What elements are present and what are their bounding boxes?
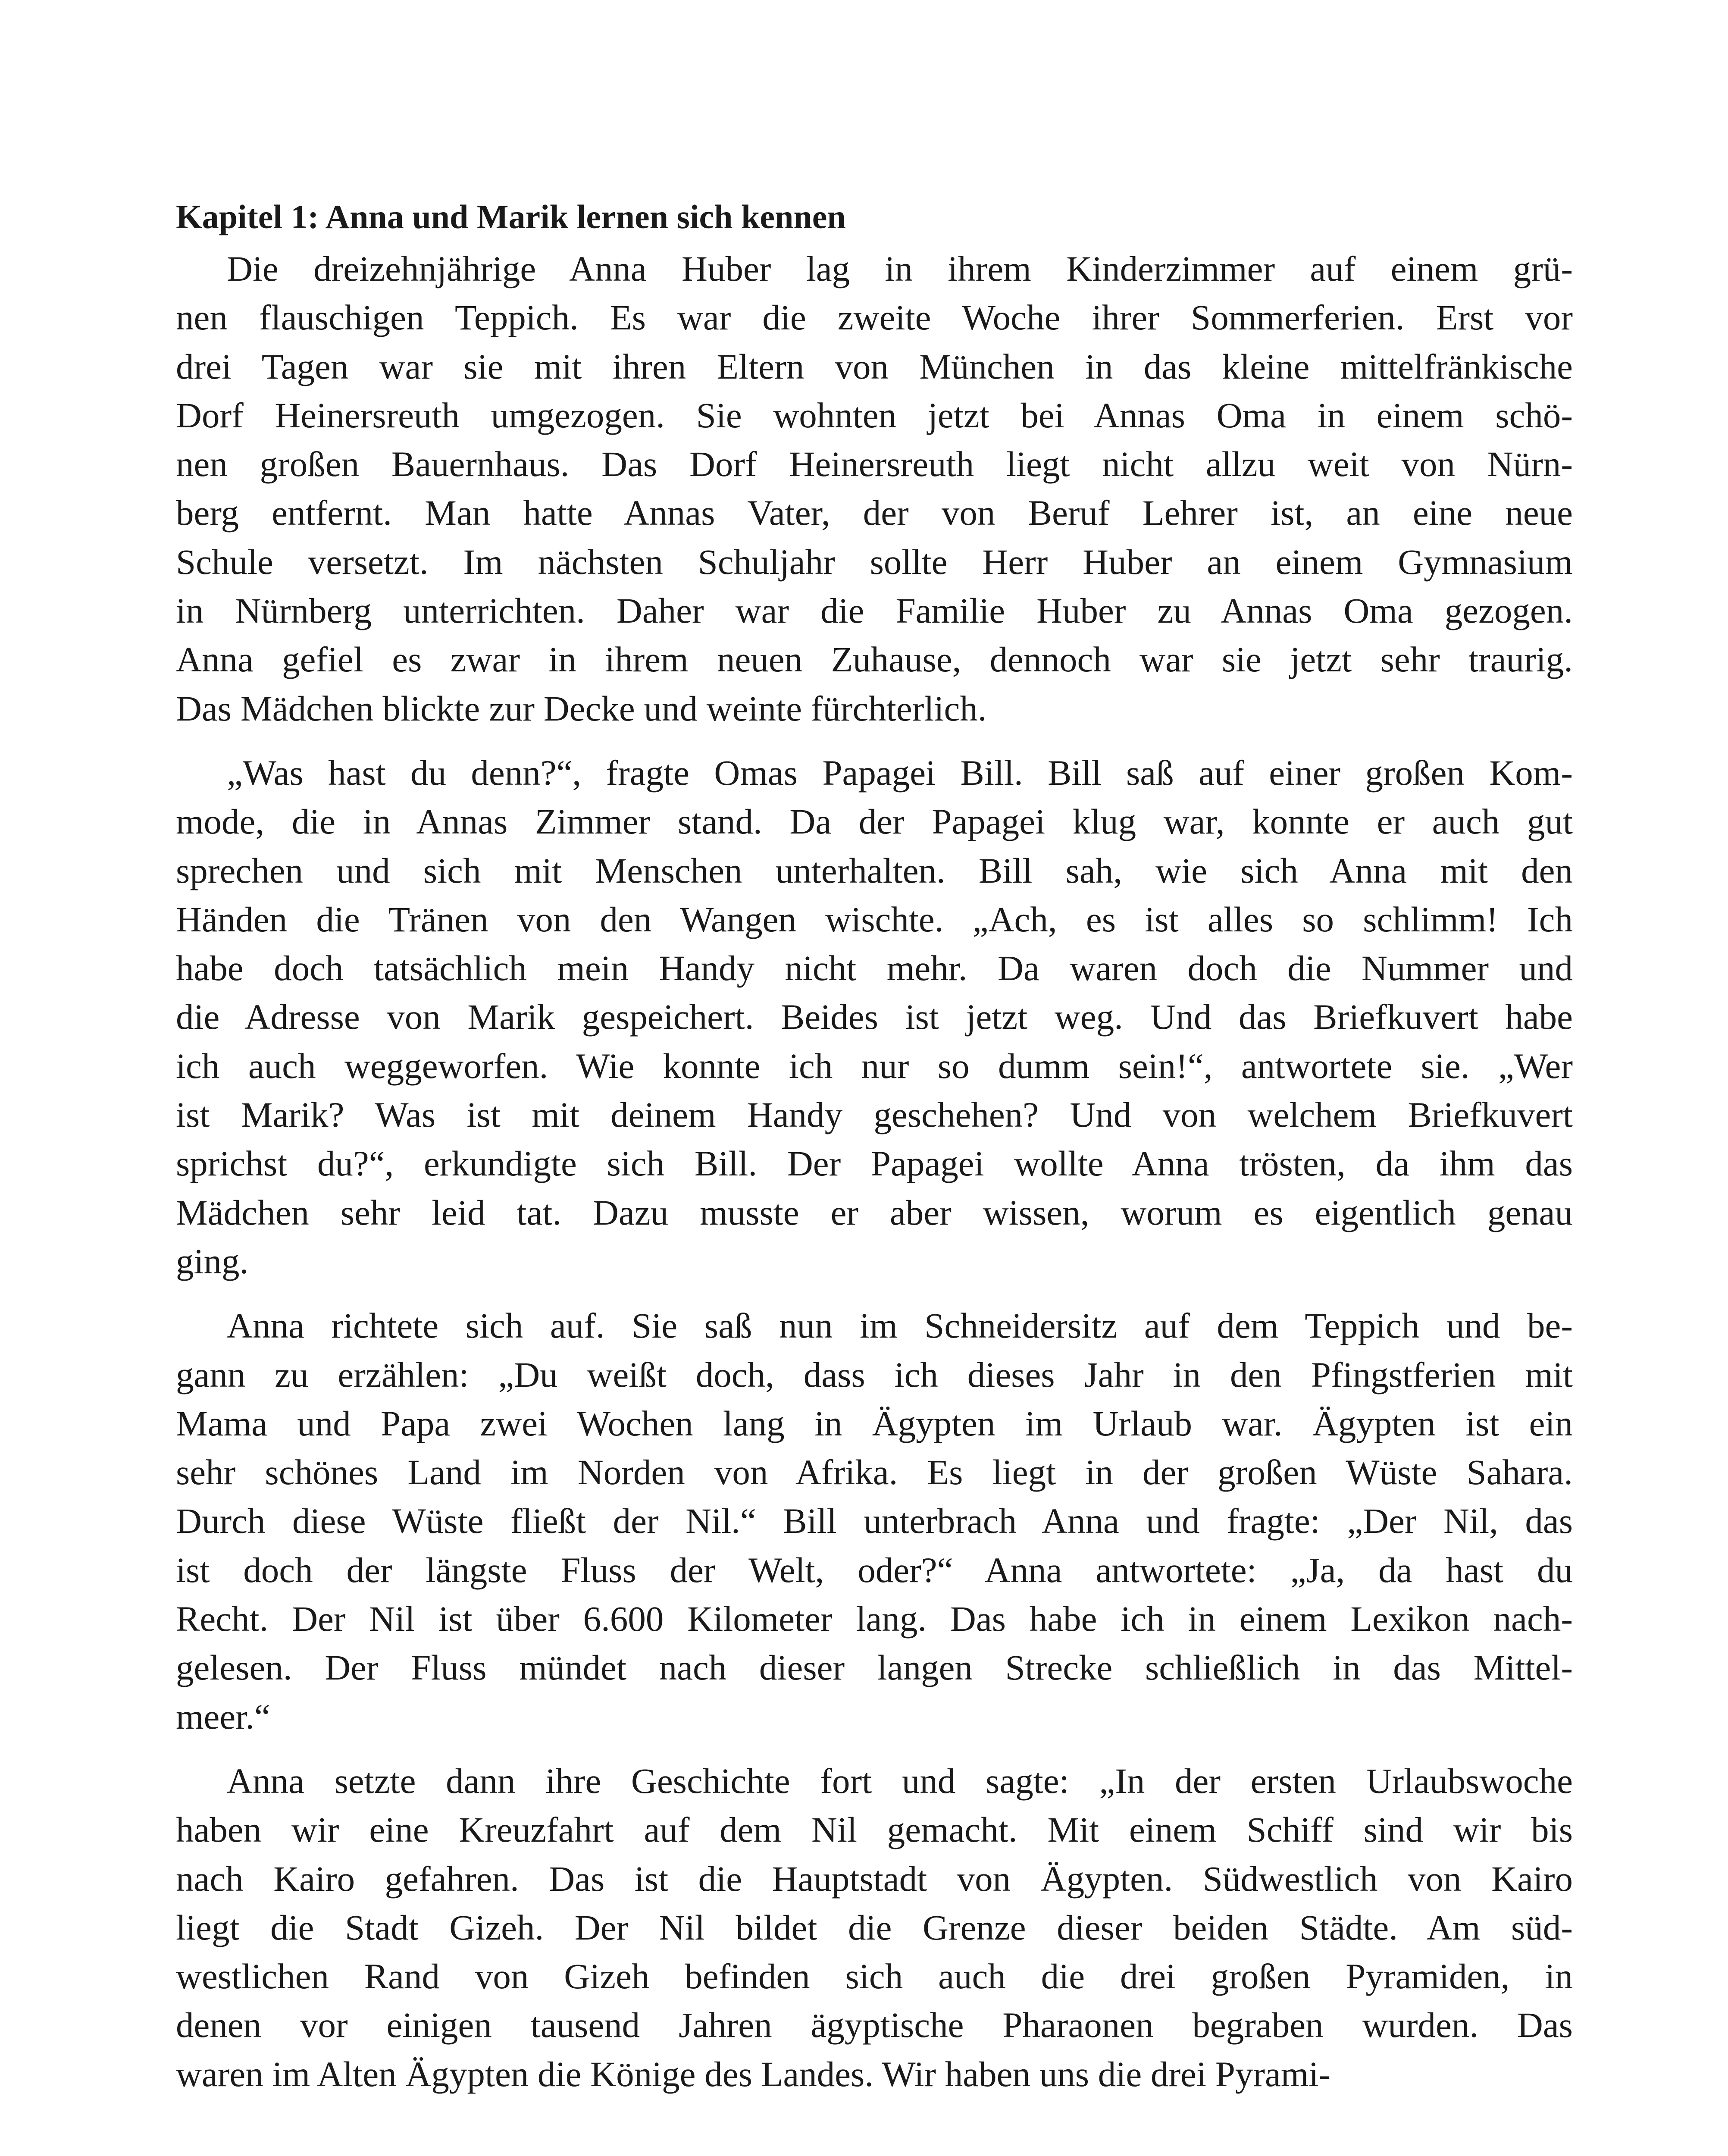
text-line: ist doch der längste Fluss der Welt, oder?“ Anna antwortete: „Ja, da hast du: [176, 1550, 1573, 1590]
text-line: habe doch tatsächlich mein Handy nicht mehr. Da waren doch die Nummer und: [176, 948, 1573, 988]
text-line: nach Kairo gefahren. Das ist die Hauptstadt von Ägypten. Südwestlich von Kairo: [176, 1858, 1573, 1899]
paragraph: [176, 1301, 1573, 1741]
text-line: mode, die in Annas Zimmer stand. Da der Papagei klug war, konnte er auch gut: [176, 802, 1573, 842]
text-line: haben wir eine Kreuzfahrt auf dem Nil gemacht. Mit einem Schiff sind wir bis: [176, 1810, 1573, 1850]
text-line: Anna setzte dann ihre Geschichte fort und sagte: „In der ersten Urlaubswoche: [227, 1761, 1573, 1801]
text-line: Schule versetzt. Im nächsten Schuljahr sollte Herr Huber an einem Gymnasium: [176, 542, 1573, 582]
text-line: die Adresse von Marik gespeichert. Beides ist jetzt weg. Und das Briefkuvert habe: [176, 997, 1573, 1037]
text-line: liegt die Stadt Gizeh. Der Nil bildet die Grenze dieser beiden Städte. Am süd-: [176, 1907, 1573, 1947]
text-line: berg entfernt. Man hatte Annas Vater, der von Beruf Lehrer ist, an eine neue: [176, 493, 1573, 533]
text-line: Mädchen sehr leid tat. Dazu musste er aber wissen, worum es eigentlich genau: [176, 1192, 1573, 1232]
text-line: sprechen und sich mit Menschen unterhalten. Bill sah, wie sich Anna mit den: [176, 850, 1573, 890]
text-line: Dorf Heinersreuth umgezogen. Sie wohnten jetzt bei Annas Oma in einem schö-: [176, 395, 1573, 435]
paragraph: [176, 1757, 1573, 2099]
text-line: gann zu erzählen: „Du weißt doch, dass ich dieses Jahr in den Pfingstferien mit: [176, 1354, 1573, 1395]
text-line: nen großen Bauernhaus. Das Dorf Heinersreuth liegt nicht allzu weit von Nürn-: [176, 444, 1573, 484]
paragraph: [176, 749, 1573, 1286]
text-line: ging.: [176, 1241, 249, 1281]
text-line: ist Marik? Was ist mit deinem Handy geschehen? Und von welchem Briefkuvert: [176, 1095, 1573, 1135]
text-line: Händen die Tränen von den Wangen wischte. „Ach, es ist alles so schlimm! Ich: [176, 899, 1573, 939]
text-line: sehr schönes Land im Norden von Afrika. Es liegt in der großen Wüste Sahara.: [176, 1452, 1573, 1492]
paragraph: [176, 244, 1573, 733]
text-line: nen flauschigen Teppich. Es war die zweite Woche ihrer Sommerferien. Erst vor: [176, 298, 1573, 338]
text-line: Anna richtete sich auf. Sie saß nun im Schneidersitz auf dem Teppich und be-: [227, 1306, 1573, 1346]
chapter-title: Kapitel 1: Anna und Marik lernen sich kennen: [176, 198, 846, 235]
text-line: „Was hast du denn?“, fragte Omas Papagei Bill. Bill saß auf einer großen Kom-: [227, 752, 1573, 793]
text-line: sprichst du?“, erkundigte sich Bill. Der Papagei wollte Anna trösten, da ihm das: [176, 1144, 1573, 1184]
page-content: [176, 196, 1573, 2114]
text-line: ich auch weggeworfen. Wie konnte ich nur so dumm sein!“, antwortete sie. „Wer: [176, 1046, 1573, 1086]
text-line: Anna gefiel es zwar in ihrem neuen Zuhause, dennoch war sie jetzt sehr traurig.: [176, 639, 1573, 680]
text-line: Mama und Papa zwei Wochen lang in Ägypten im Urlaub war. Ägypten ist ein: [176, 1403, 1573, 1443]
text-line: Recht. Der Nil ist über 6.600 Kilometer lang. Das habe ich in einem Lexikon nach-: [176, 1599, 1573, 1639]
chapter-body: [176, 244, 1573, 2099]
text-line: gelesen. Der Fluss mündet nach dieser langen Strecke schließlich in das Mittel-: [176, 1648, 1573, 1688]
text-line: Das Mädchen blickte zur Decke und weinte fürchterlich.: [176, 688, 987, 728]
text-line: Durch diese Wüste fließt der Nil.“ Bill unterbrach Anna und fragte: „Der Nil, das: [176, 1501, 1573, 1541]
text-line: in Nürnberg unterrichten. Daher war die Familie Huber zu Annas Oma gezogen.: [176, 591, 1573, 631]
text-line: waren im Alten Ägypten die Könige des Landes. Wir haben uns die drei Pyrami-: [176, 2054, 1331, 2094]
text-line: denen vor einigen tausend Jahren ägyptische Pharaonen begraben wurden. Das: [176, 2005, 1573, 2045]
text-line: drei Tagen war sie mit ihren Eltern von München in das kleine mittelfränkische: [176, 346, 1573, 386]
text-line: westlichen Rand von Gizeh befinden sich auch die drei großen Pyramiden, in: [176, 1956, 1573, 1996]
text-line: meer.“: [176, 1696, 270, 1736]
text-line: Die dreizehnjährige Anna Huber lag in ihrem Kinderzimmer auf einem grü-: [227, 249, 1573, 288]
